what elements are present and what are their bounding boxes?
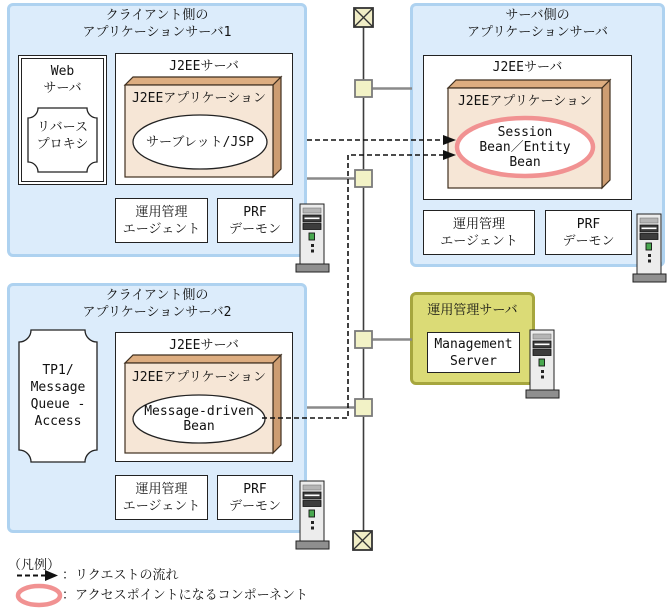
client1-title: クライアント側の アプリケーションサーバ1 — [82, 8, 232, 40]
legend-title: （凡例） — [8, 558, 61, 573]
network-node-icon — [355, 170, 372, 187]
mgmt-agent-label-server: 運用管理 エージェント — [440, 216, 518, 249]
mgmt-agent-label-1: 運用管理 エージェント — [122, 204, 201, 237]
mgmt-server-title: 運用管理サーバ — [427, 303, 518, 318]
prf-daemon-label-server: PRF デーモン — [562, 216, 615, 249]
network-node-icon — [355, 331, 372, 348]
server-tower-icon-client2 — [296, 481, 329, 549]
legend-request-flow-label: ：リクエストの流れ — [62, 568, 179, 583]
server-tower-icon-mgmt — [526, 330, 559, 398]
j2ee-server-label-2: J2EEサーバ — [169, 338, 239, 353]
legend-access-point-oval — [18, 586, 60, 605]
prf-daemon-label-1: PRF デーモン — [228, 204, 281, 237]
servlet-jsp-label: サーブレット/JSP — [145, 135, 254, 150]
server-tower-icon-server — [633, 214, 666, 282]
j2ee-server-label-server: J2EEサーバ — [492, 60, 563, 75]
mgmt-agent-label-2: 運用管理 エージェント — [122, 481, 201, 514]
management-server-label: Management Server — [434, 336, 513, 369]
network-crossbox-bottom-icon — [353, 531, 372, 550]
prf-daemon-label-2: PRF デーモン — [228, 481, 281, 514]
reverse-proxy-label: リバース プロキシ — [36, 120, 89, 152]
network-node-icon — [355, 80, 372, 97]
web-server-label: Web サーバ — [43, 64, 82, 96]
network-backbone — [307, 8, 412, 550]
j2ee-app-label-1: J2EEアプリケーション — [131, 91, 266, 106]
tp1-message-queue-label: TP1/ Message Queue - Access — [30, 363, 86, 429]
j2ee-app-label-server: J2EEアプリケーション — [457, 94, 592, 109]
session-entity-bean-label: Session Bean／Entity Bean — [479, 125, 571, 170]
network-crossbox-top-icon — [354, 8, 373, 27]
message-driven-bean-label: Message-driven Bean — [144, 404, 254, 434]
legend-access-point-label: ：アクセスポイントになるコンポーネント — [62, 588, 308, 603]
network-node-icon — [355, 399, 372, 416]
server-tower-icon-client1 — [296, 204, 329, 272]
j2ee-server-label-1: J2EEサーバ — [169, 59, 239, 74]
j2ee-app-label-2: J2EEアプリケーション — [131, 370, 266, 385]
server-side-title: サーバ側の アプリケーションサーバ — [466, 8, 609, 40]
client2-title: クライアント側の アプリケーションサーバ2 — [82, 288, 232, 320]
